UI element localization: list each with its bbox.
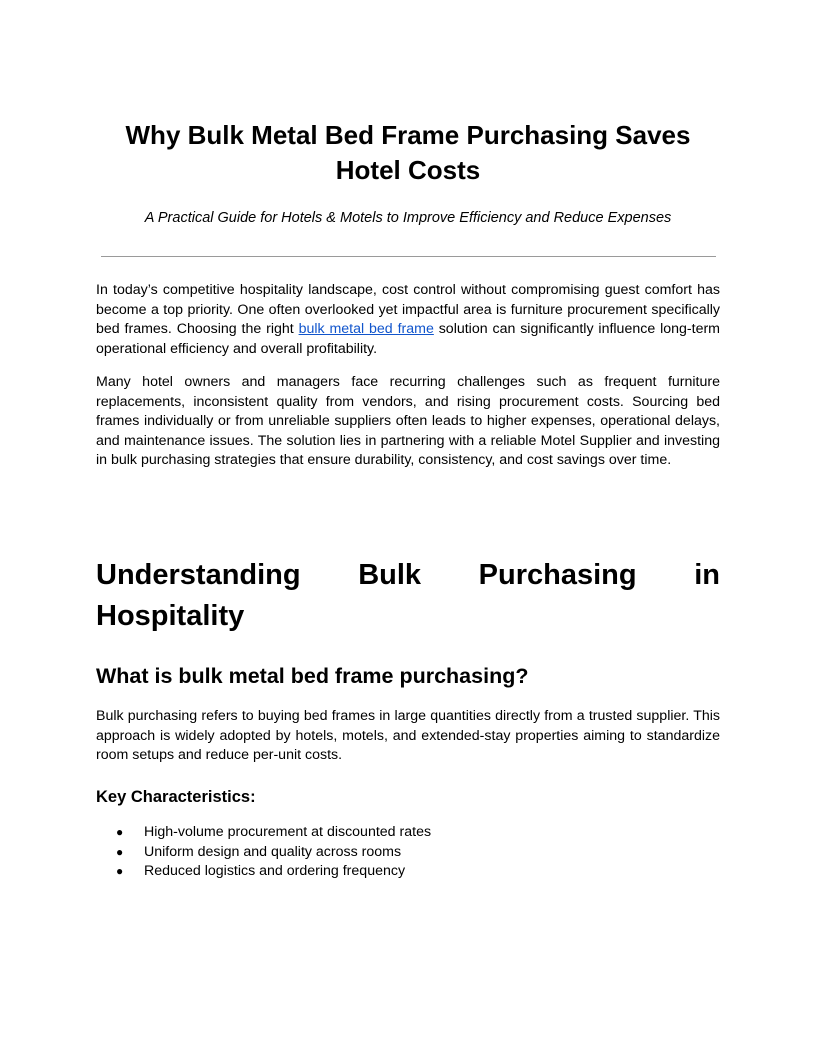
document-title: Why Bulk Metal Bed Frame Purchasing Saves Hotel Costs [125,120,691,185]
list-item-text: Uniform design and quality across rooms [144,843,402,860]
bullet-icon: ● [116,864,124,878]
challenges-paragraph: Many hotel owners and managers face recurring challenges such as frequent furniture replacements, inconsistent quality from vendors, and rising procurement costs. Sourcing bed frames individually or from unreliable suppliers often leads to higher expenses, operational delays, and maintenance issues. The solution lies in partnering with a reliable Motel Supplier and investing in bulk purchasing strategies that ensure durability, consistency, and cost savings over time. [96,374,720,468]
list-item [96,843,720,863]
section-heading-word: Purchasing [478,559,637,591]
section-heading-line-1 [96,555,720,596]
list-item [96,823,720,843]
key-characteristics-list [96,823,720,882]
section-heading [96,555,720,637]
section-heading-word: Understanding [96,559,301,591]
key-characteristics-heading: Key Characteristics: [96,788,256,806]
list-item [96,862,720,882]
intro-text-after-link: solution can significantly influence long-term operational efficiency and overall profitability. [96,321,720,357]
intro-paragraph [96,281,720,359]
list-item-text: High-volume procurement at discounted rates [144,824,432,840]
definition-paragraph: Bulk purchasing refers to buying bed frames in large quantities directly from a trusted supplier. This approach is widely adopted by hotels, motels, and extended-stay properties aiming to standardize room setups and reduce per-unit costs. [96,708,720,763]
horizontal-divider [101,256,716,257]
bullet-icon: ● [116,825,124,839]
bulk-metal-bed-frame-link[interactable]: bulk metal bed frame [298,321,434,337]
bullet-icon: ● [116,844,124,859]
section-heading-word: Bulk [358,559,422,591]
section-heading-word: in [694,559,720,591]
list-item-text: Reduced logistics and ordering frequency [144,863,406,879]
intro-text-before-link: In today’s competitive hospitality landscape, cost control without compromising guest comfort has become a top priority. One often overlooked yet impactful area is furniture procurement specifically bed frames. Choosing the right [96,282,720,337]
section-heading-line-2: Hospitality [96,600,245,632]
document-subtitle: A Practical Guide for Hotels & Motels to Improve Efficiency and Reduce Expenses [144,210,672,226]
subsection-heading: What is bulk metal bed frame purchasing? [96,664,529,688]
